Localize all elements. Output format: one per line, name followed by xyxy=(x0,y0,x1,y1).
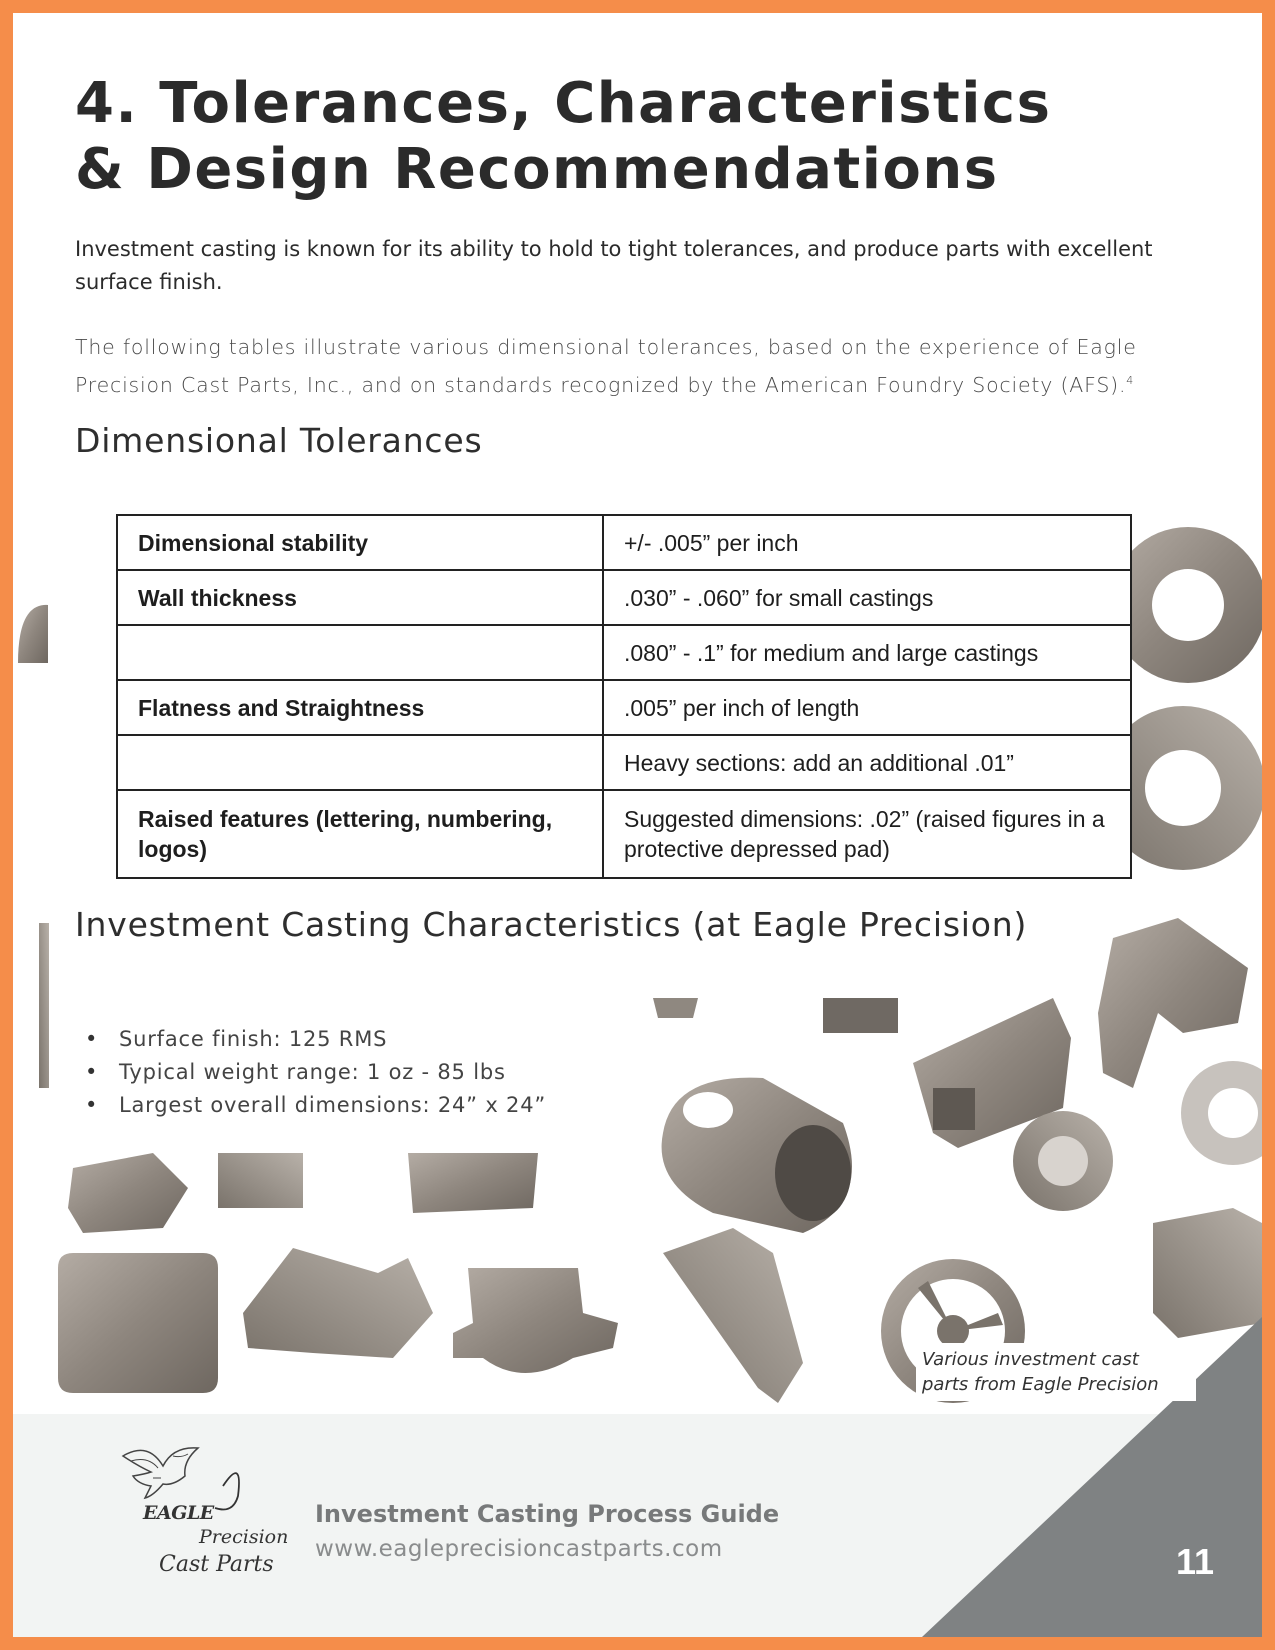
table-cell-label: Dimensional stability xyxy=(117,515,603,570)
logo-text-cast-parts: Cast Parts xyxy=(159,1552,274,1577)
table-cell-label: Wall thickness xyxy=(117,570,603,625)
table-cell-value: +/- .005” per inch xyxy=(603,515,1131,570)
part-left-edge-piece xyxy=(39,923,49,1088)
list-item: • Surface finish: 125 RMS xyxy=(53,1023,583,1056)
part-housing xyxy=(408,1153,538,1213)
company-logo xyxy=(103,1436,303,1586)
logo-text-eagle: EAGLE xyxy=(143,1502,214,1524)
dimensional-tolerances-table xyxy=(116,514,1132,879)
part-partial-block xyxy=(823,998,898,1033)
part-ring-gear xyxy=(1110,527,1262,683)
part-dome-edge xyxy=(18,605,48,663)
table-cell-label xyxy=(117,625,603,680)
tables-description-text: The following tables illustrate various dimensional tolerances, based on the experience of Eagle Precision Cast Parts, Inc., and on standards recognized by the American Foundry Society (AFS). xyxy=(75,335,1137,397)
part-lever-arm xyxy=(663,1228,803,1403)
part-partial-small xyxy=(653,998,698,1018)
page-number: 11 xyxy=(1175,1541,1214,1582)
part-flange-hub xyxy=(1013,1111,1113,1211)
footer-guide-title: Investment Casting Process Guide xyxy=(315,1500,780,1528)
characteristics-list xyxy=(53,1023,583,1150)
footer-website-url: www.eagleprecisioncastparts.com xyxy=(315,1536,723,1562)
footnote-marker: 4 xyxy=(1126,374,1135,387)
table-cell-value: .080” - .1” for medium and large castings xyxy=(603,625,1131,680)
part-cross-tube xyxy=(662,1078,852,1233)
table-cell-value: .005” per inch of length xyxy=(603,680,1131,735)
table-row xyxy=(117,570,1131,625)
page-title-line1: 4. Tolerances, Characteristics xyxy=(75,71,1052,136)
table-cell-value: Suggested dimensions: .02” (raised figures in a protective depressed pad) xyxy=(603,790,1131,878)
section-heading-dimensional-tolerances: Dimensional Tolerances xyxy=(75,421,483,460)
part-valve-body xyxy=(453,1268,618,1373)
part-square-plate xyxy=(58,1253,218,1393)
table-cell-label: Flatness and Straightness xyxy=(117,680,603,735)
photo-caption: Various investment cast parts from Eagle Precision xyxy=(916,1343,1196,1401)
logo-text-precision: Precision xyxy=(199,1526,289,1548)
part-mount-bracket xyxy=(243,1248,433,1358)
table-row xyxy=(117,625,1131,680)
list-item: • Typical weight range: 1 oz - 85 lbs xyxy=(53,1056,583,1089)
table-row xyxy=(117,515,1131,570)
table-row xyxy=(117,735,1131,790)
part-square-socket xyxy=(933,1088,975,1130)
list-item: • Largest overall dimensions: 24” x 24” xyxy=(53,1089,583,1122)
part-flat-ring xyxy=(1181,1061,1262,1165)
table-row xyxy=(117,680,1131,735)
section-heading-casting-characteristics: Investment Casting Characteristics (at Eagle Precision) xyxy=(53,895,1047,954)
table-cell-value: .030” - .060” for small castings xyxy=(603,570,1131,625)
part-u-block xyxy=(218,1153,303,1208)
intro-paragraph: Investment casting is known for its ability to hold to tight tolerances, and produce parts with excellent surface finish. xyxy=(75,237,1153,294)
table-cell-label xyxy=(117,735,603,790)
table-row xyxy=(117,790,1131,878)
part-manifold-left xyxy=(68,1153,188,1233)
page-title-line2: & Design Recommendations xyxy=(75,137,999,202)
page xyxy=(13,13,1262,1637)
table-cell-value: Heavy sections: add an additional .01” xyxy=(603,735,1131,790)
table-cell-label: Raised features (lettering, numbering, logos) xyxy=(117,790,603,878)
